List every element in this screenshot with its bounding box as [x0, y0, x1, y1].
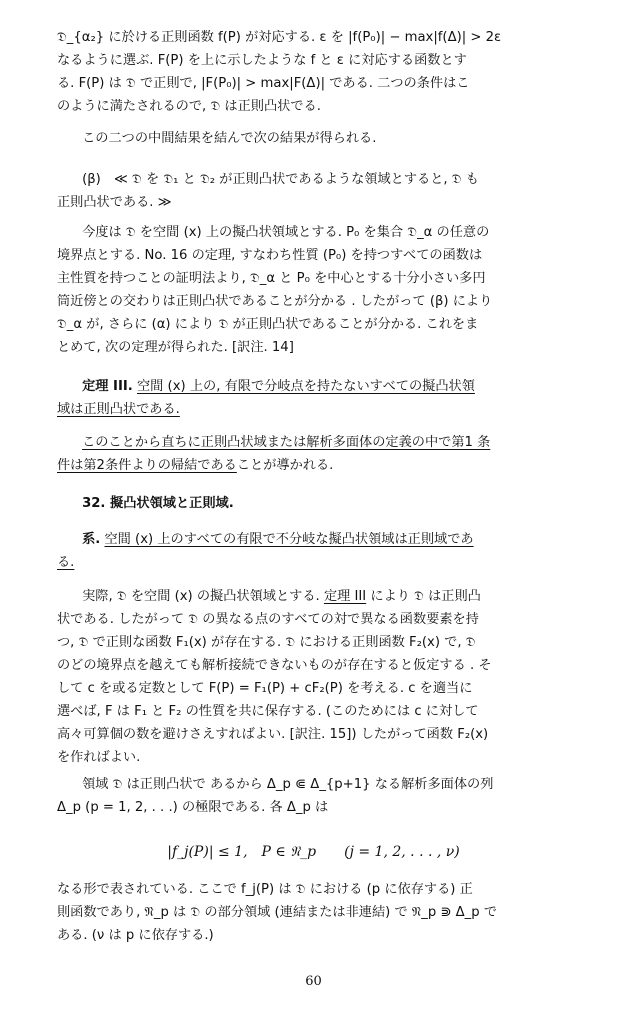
- paragraph-7: [57, 773, 577, 819]
- corollary: [57, 528, 577, 574]
- section-heading: 32. 擬凸状領域と正則域.: [82, 496, 234, 511]
- text-line: (β) ≪ 𝔇 を 𝔇₁ と 𝔇₂ が正則凸状であるような領域とすると, 𝔇 も: [82, 172, 479, 187]
- underlined-text: このことから直ちに正則凸状域または解析多面体の定義の中で第1 条: [82, 435, 491, 450]
- text: 実際, 𝔇 を空間 (x) の擬凸状領域とする.: [82, 589, 324, 604]
- text-line: 高々可算個の数を避けさえすればよい. [訳注. 15]) したがって函数 F₂(x): [57, 727, 489, 742]
- text-line: 𝔇_{α₂} に於ける正則函数 f(P) が対応する. ε を |f(P₀)| − max|f(Δ)| > 2ε: [57, 30, 502, 45]
- text-line: 正則凸状である. ≫: [57, 195, 172, 210]
- text-line: つ, 𝔇 で正則な函数 F₁(x) が存在する. 𝔇 における正則函数 F₂(x) で, 𝔇: [57, 635, 476, 650]
- text-line: 𝔇_α が, さらに (α) により 𝔇 が正則凸状であることが分かる. これをま: [57, 317, 479, 332]
- paragraph-2: この二つの中間結果を結んで次の結果が得られる.: [82, 131, 377, 146]
- text-line: して c を或る定数として F(P) = F₁(P) + cF₂(P) を考える. c を適当に: [57, 681, 473, 696]
- paragraph-4: [57, 221, 577, 359]
- text-line: 境界点とする. No. 16 の定理, すなわち性質 (P₀) を持つすべての函数は: [57, 248, 483, 263]
- text-line: なる形で表されている. ここで f_j(P) は 𝔇 における (p に依存する) 正: [57, 882, 473, 897]
- text: ことが導かれる.: [236, 458, 334, 473]
- text-line: を作ればよい.: [57, 750, 141, 765]
- text-line: る. F(P) は 𝔇 で正則で, |F(P₀)| > max|F(Δ)| である. 二つの条件はこ: [57, 76, 470, 91]
- text-line: とめて, 次の定理が得られた. [訳注. 14]: [57, 340, 294, 355]
- display-formula: |f_j(P)| ≤ 1, P ∈ 𝔑_p (j = 1, 2, . . . , ν): [167, 844, 460, 860]
- underlined-text: 件は第2条件よりの帰結である: [57, 458, 237, 473]
- text-line: 選べば, F は F₁ と F₂ の性質を共に保存する. (このためには c に対して: [57, 704, 479, 719]
- text-line: Δ_p (p = 1, 2, . . .) の極限である. 各 Δ_p は: [57, 800, 329, 815]
- text-line: 状である. したがって 𝔇 の異なる点のすべての対で異なる函数要素を持: [57, 612, 479, 627]
- theorem-text: 空間 (x) 上の, 有限で分岐点を持たないすべての擬凸状領: [136, 379, 475, 394]
- text-line: ある. (ν は p に依存する.): [57, 928, 214, 943]
- page-number: 60: [305, 974, 322, 989]
- theorem-label: 定理 III.: [82, 379, 133, 394]
- paragraph-5: [57, 431, 577, 477]
- text-line: 領域 𝔇 は正則凸状で あるから Δ_p ⋐ Δ_{p+1} なる解析多面体の列: [82, 777, 494, 792]
- paragraph-beta: [57, 168, 577, 214]
- corollary-label: 系.: [82, 532, 101, 547]
- text-line: のどの境界点を越えても解析接続できないものが存在すると仮定する . そ: [57, 658, 492, 673]
- text-line: 則函数であり, 𝔑_p は 𝔇 の部分領域 (連結または非連結) で 𝔑_p ⋑ Δ_p で: [57, 905, 498, 920]
- theorem-reference: 定理 III: [323, 589, 367, 604]
- text-line: のように満たされるので, 𝔇 は正則凸状でる.: [57, 99, 321, 114]
- text: により 𝔇 は正則凸: [366, 589, 481, 604]
- text-line: 筒近傍との交わりは正則凸状であることが分かる . したがって (β) により: [57, 294, 493, 309]
- theorem-3: [57, 375, 577, 421]
- text-line: なるように選ぶ. F(P) を上に示したような f と ε に対応する函数とす: [57, 53, 467, 68]
- paragraph-8: [57, 878, 577, 947]
- corollary-text: る.: [57, 555, 75, 570]
- theorem-text: 域は正則凸状である.: [57, 402, 180, 417]
- text-line: 主性質を持つことの証明法より, 𝔇_α と P₀ を中心とする十分小さい多円: [57, 271, 486, 286]
- text-line: 今度は 𝔇 を空間 (x) 上の擬凸状領域とする. P₀ を集合 𝔇_α の任意の: [82, 225, 490, 240]
- corollary-text: 空間 (x) 上のすべての有限で不分岐な擬凸状領域は正則域であ: [104, 532, 474, 547]
- paragraph-6: [57, 585, 577, 769]
- paragraph-1: [57, 26, 577, 118]
